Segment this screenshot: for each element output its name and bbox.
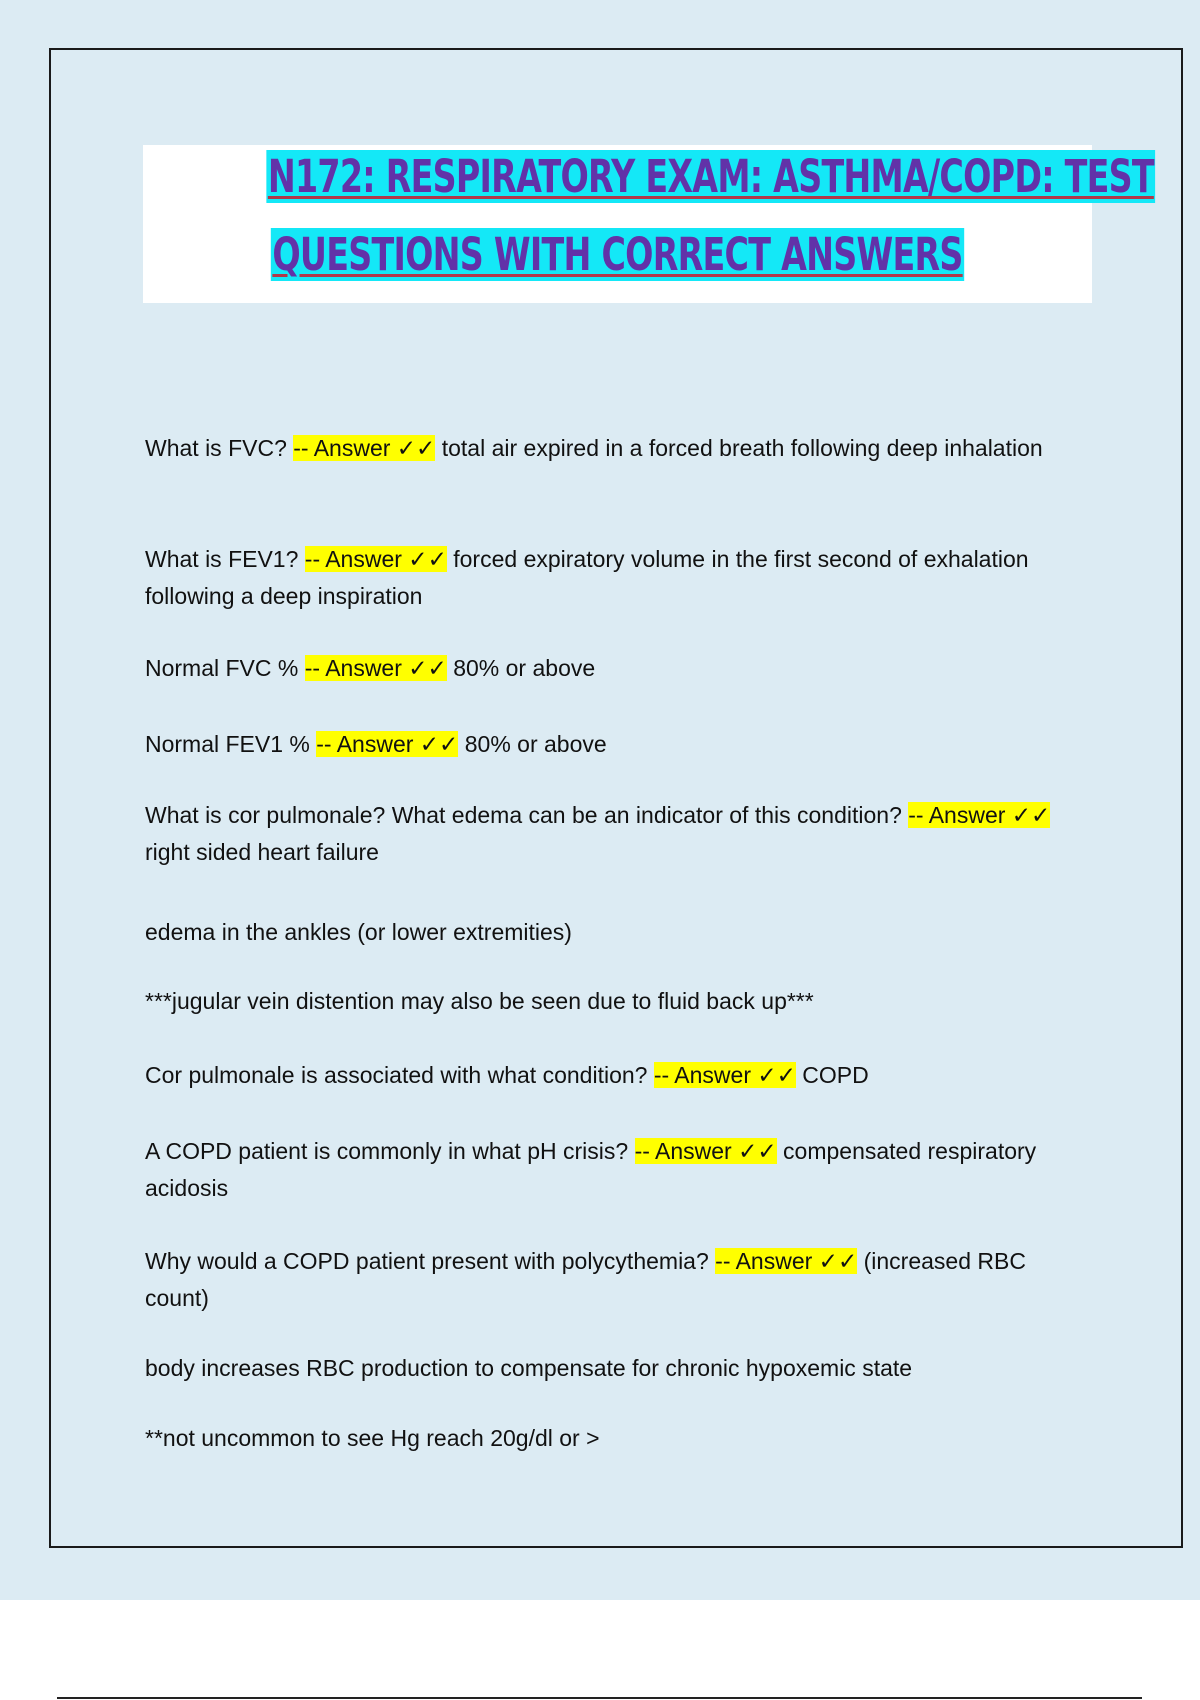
answer-marker: -- Answer ✓✓ — [304, 655, 447, 681]
answer-marker: -- Answer ✓✓ — [304, 546, 447, 572]
question-text: What is FEV1? — [145, 546, 305, 572]
answer-marker: -- Answer ✓✓ — [653, 1062, 796, 1088]
answer-marker: -- Answer ✓✓ — [715, 1248, 858, 1274]
note-hg: **not uncommon to see Hg reach 20g/dl or > — [145, 1425, 600, 1451]
qa-item-fvc — [145, 430, 1095, 467]
question-text: Normal FEV1 % — [145, 731, 317, 757]
footer-divider — [57, 1697, 1142, 1699]
question-text: A COPD patient is commonly in what pH crisis? — [145, 1138, 635, 1164]
qa-item-cor-condition — [145, 1057, 1095, 1094]
answer-text: COPD — [795, 1062, 869, 1088]
question-text: Normal FVC % — [145, 655, 305, 681]
question-text: What is cor pulmonale? What edema can be an indicator of this condition? — [145, 802, 909, 828]
answer-marker: -- Answer ✓✓ — [316, 731, 459, 757]
question-text: Cor pulmonale is associated with what condition? — [145, 1062, 654, 1088]
title-block — [143, 145, 1154, 303]
qa-item-polycythemia — [145, 1243, 1095, 1317]
title-line-2-text: QUESTIONS WITH CORRECT ANSWERS — [272, 228, 963, 281]
note-edema: edema in the ankles (or lower extremities) — [145, 919, 572, 945]
answer-text: (increased RBC count) — [145, 1248, 1026, 1311]
question-text: Why would a COPD patient present with polycythemia? — [145, 1248, 716, 1274]
answer-marker: -- Answer ✓✓ — [293, 435, 436, 461]
answer-text: 80% or above — [446, 655, 596, 681]
qa-item-normal-fev1 — [145, 726, 1095, 763]
note-rbc: body increases RBC production to compensate for chronic hypoxemic state — [145, 1355, 913, 1381]
answer-text: 80% or above — [458, 731, 607, 757]
qa-item-normal-fvc — [145, 650, 1095, 687]
answer-marker: -- Answer ✓✓ — [908, 802, 1051, 828]
qa-item-ph-crisis — [145, 1133, 1095, 1207]
answer-marker: -- Answer ✓✓ — [634, 1138, 777, 1164]
answer-text: right sided heart failure — [145, 839, 379, 865]
title-line-1 — [266, 147, 1154, 207]
qa-item-cor-pulmonale — [145, 797, 1095, 871]
title-line-1-text: N172: RESPIRATORY EXAM: ASTHMA/COPD: TEST — [267, 150, 1154, 203]
question-text: What is FVC? — [145, 435, 294, 461]
answer-text: compensated respiratory acidosis — [145, 1138, 1037, 1201]
answer-text: forced expiratory volume in the first second of exhalation following a deep inspiration — [145, 546, 1029, 609]
answer-text: total air expired in a forced breath following deep inhalation — [435, 435, 1043, 461]
qa-item-fev1 — [145, 541, 1095, 615]
title-line-2 — [266, 225, 968, 285]
note-jvd: ***jugular vein distention may also be seen due to fluid back up*** — [145, 988, 814, 1014]
